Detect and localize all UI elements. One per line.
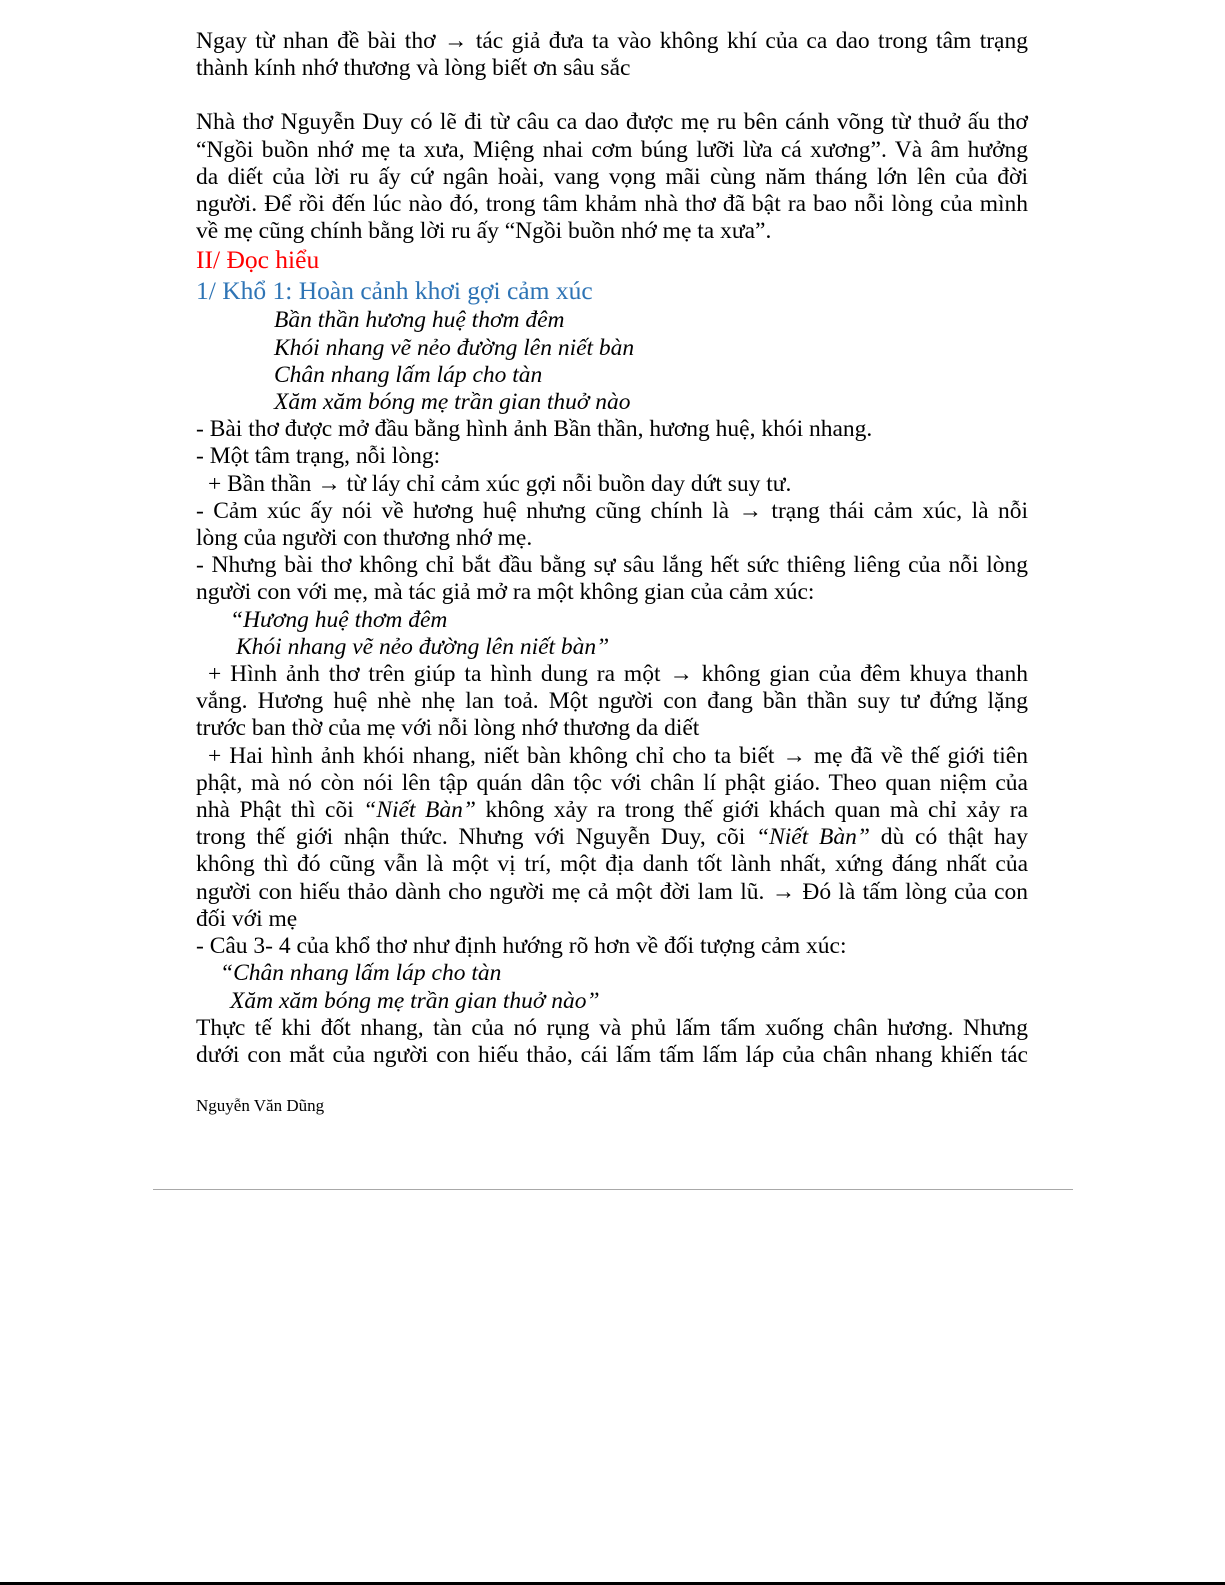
- quote-line: “Hương huệ thơm đêm: [230, 606, 448, 633]
- para1-line-5: về mẹ cũng chính bằng lời ru ấy “Ngồi buồn nhớ mẹ ta xưa”.: [196, 218, 772, 245]
- body-line: [196, 824, 1028, 851]
- body-line: + Hình ảnh thơ trên giúp ta hình dung ra một → không gian của đêm khuya thanh: [208, 661, 1028, 688]
- quote-line: Khói nhang vẽ nẻo đường lên niết bàn”: [236, 633, 610, 660]
- body-line: không thì đó cũng vẫn là một vị trí, một địa danh tốt lành nhất, xứng đáng nhất của: [196, 851, 1028, 878]
- body-line: + Hai hình ảnh khói nhang, niết bàn không chỉ cho ta biết → mẹ đã về thế giới tiên: [208, 742, 1028, 769]
- italic-term: “Niết Bàn”: [363, 797, 476, 824]
- body-line: - Cảm xúc ấy nói về hương huệ nhưng cũng chính là → trạng thái cảm xúc, là nỗi: [196, 497, 1028, 524]
- verse-line-2: Khói nhang vẽ nẻo đường lên niết bàn: [274, 334, 635, 361]
- para1-line-4: người. Để rồi đến lúc nào đó, trong tâm khảm nhà thơ đã bật ra bao nỗi lòng của mình: [196, 191, 1028, 218]
- section-heading: II/ Đọc hiểu: [196, 245, 320, 275]
- body-line: người con với mẹ, mà tác giả mở ra một không gian của cảm xúc:: [196, 579, 815, 606]
- body-line: người con hiếu thảo dành cho người mẹ cả một đời lam lũ. → Đó là tấm lòng của con: [196, 878, 1028, 905]
- body-line: [196, 797, 1028, 824]
- page-footer-author: Nguyễn Văn Dũng: [196, 1096, 325, 1115]
- italic-term: “Niết Bàn”: [756, 824, 870, 851]
- body-line: trước ban thờ của mẹ với nỗi lòng nhớ thương da diết: [196, 715, 700, 742]
- paragraph-gap: [196, 82, 1028, 109]
- para1-line-3: da diết của lời ru ấy cứ ngân hoài, vang vọng mãi cùng năm tháng lớn lên của đời: [196, 163, 1028, 190]
- body-text: không xảy ra trong thế giới khách quan mà chỉ xảy ra: [475, 797, 1028, 824]
- quote-line: “Chân nhang lấm láp cho tàn: [220, 960, 502, 987]
- verse-line-1: Bần thần hương huệ thơm đêm: [274, 307, 565, 334]
- body-line: - Bài thơ được mở đầu bằng hình ảnh Bần thần, hương huệ, khói nhang.: [196, 416, 873, 443]
- verse-line-3: Chân nhang lấm láp cho tàn: [274, 361, 543, 388]
- body-line: - Một tâm trạng, nỗi lòng:: [196, 443, 441, 470]
- intro-line-2: thành kính nhớ thương và lòng biết ơn sâu sắc: [196, 55, 631, 82]
- body-line: phật, mà nó còn nói lên tập quán dân tộc với chân lí phật giáo. Theo quan niệm của: [196, 769, 1028, 796]
- body-line: lòng của người con thương nhớ mẹ.: [196, 525, 533, 552]
- document-body: [196, 28, 1028, 1069]
- body-line: dưới con mắt của người con hiếu thảo, cái lấm tấm lấm láp của chân nhang khiến tác: [196, 1041, 1028, 1068]
- para1-line-2: “Ngồi buồn nhớ mẹ ta xưa, Miệng nhai cơm búng lưỡi lừa cá xương”. Và âm hưởng: [196, 136, 1028, 163]
- body-line: vắng. Hương huệ nhè nhẹ lan toả. Một người con đang bần thần suy tư đứng lặng: [196, 688, 1028, 715]
- body-text: dù có thật hay: [869, 824, 1028, 851]
- body-line: Thực tế khi đốt nhang, tàn của nó rụng và phủ lấm tấm xuống chân hương. Nhưng: [196, 1014, 1028, 1041]
- body-text: trong thế giới nhận thức. Nhưng với Nguyễn Duy, cõi: [196, 824, 757, 851]
- quote-line: Xăm xăm bóng mẹ trần gian thuở nào”: [230, 987, 600, 1014]
- body-line: - Câu 3- 4 của khổ thơ như định hướng rõ hơn về đối tượng cảm xúc:: [196, 933, 847, 960]
- body-line: - Nhưng bài thơ không chỉ bắt đầu bằng sự sâu lắng hết sức thiêng liêng của nỗi lòng: [196, 552, 1028, 579]
- body-line: đối với mẹ: [196, 905, 298, 932]
- verse-line-4: Xăm xăm bóng mẹ trần gian thuở nào: [274, 389, 631, 416]
- body-line: + Bần thần → từ láy chỉ cảm xúc gợi nỗi buồn day dứt suy tư.: [208, 470, 792, 497]
- intro-line-1: Ngay từ nhan đề bài thơ → tác giả đưa ta vào không khí của ca dao trong tâm trạng: [196, 28, 1028, 54]
- subsection-heading: 1/ Khổ 1: Hoàn cảnh khơi gợi cảm xúc: [196, 276, 593, 306]
- para1-line-1: Nhà thơ Nguyễn Duy có lẽ đi từ câu ca dao được mẹ ru bên cánh võng từ thuở ấu thơ: [196, 109, 1028, 136]
- body-text: nhà Phật thì cõi: [196, 797, 364, 824]
- page-divider: [153, 1189, 1073, 1190]
